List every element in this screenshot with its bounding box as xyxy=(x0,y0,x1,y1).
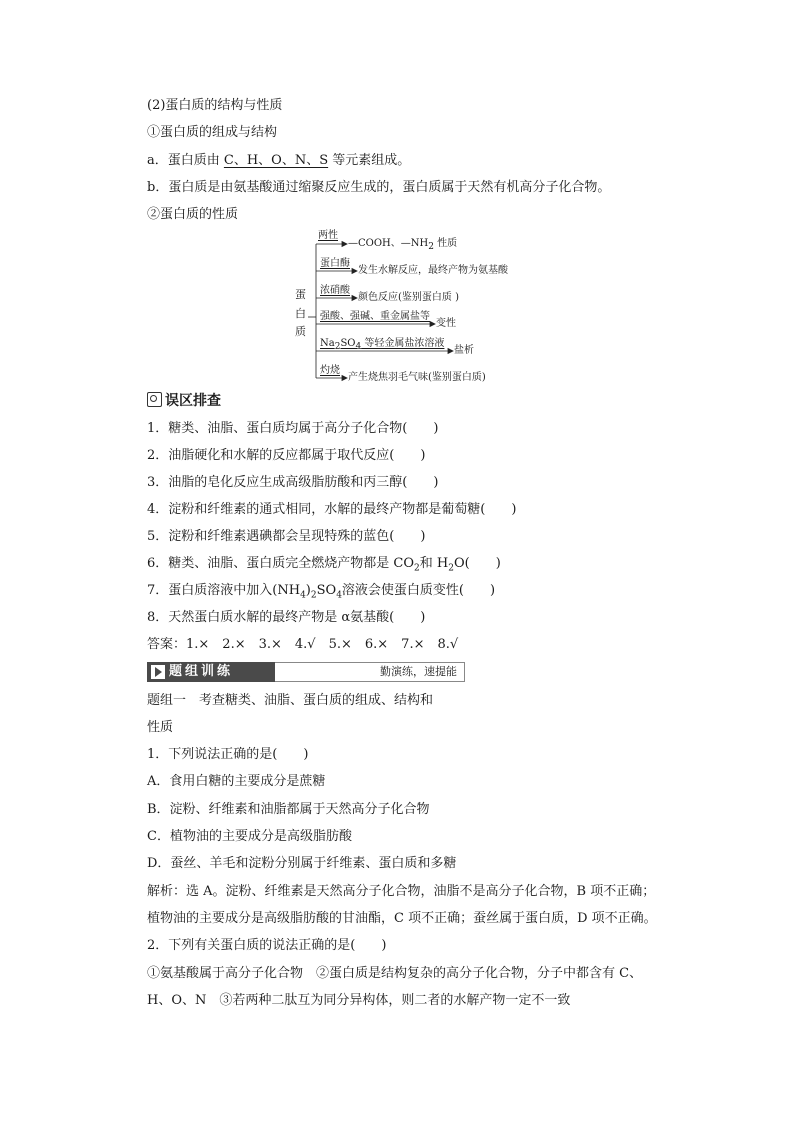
group-heading-line1: 题组一 考查糖类、油脂、蛋白质的组成、结构和 xyxy=(147,693,434,708)
misconception-section-heading: 误区排查 xyxy=(147,392,221,410)
branch-denature-result: 变性 xyxy=(436,318,456,329)
check-item-6: 6．糖类、油脂、蛋白质完全燃烧产物都是 $CO_2$和 $H_2O$( ) xyxy=(147,556,501,574)
section-title: (2)蛋白质的结构与性质 xyxy=(147,98,283,113)
problem-2-line-2: H、O、N ③若两种二肽互为同分异构体，则二者的水解产物一定不一致 xyxy=(147,993,571,1008)
point-a: a．蛋白质由 C、H、O、N、S 等元素组成。 xyxy=(147,153,411,168)
problem-1-stem: 1．下列说法正确的是( ) xyxy=(147,747,309,762)
banner-tagline: 勤演练，速提能 xyxy=(380,665,457,678)
banner-title-box: 题组训练 xyxy=(147,662,275,682)
diagram-center-2: 白 xyxy=(295,307,306,320)
check-item-7: 7．蛋白质溶液中加入$(NH_4)_2SO_4$溶液会使蛋白质变性( ) xyxy=(147,583,496,601)
problem-1-option-b: B．淀粉、纤维素和油脂都属于天然高分子化合物 xyxy=(147,802,430,817)
branch-burn-cond: 灼烧 xyxy=(320,365,340,376)
branch-amphoteric-result: —COOH、$—NH_2$ 性质 xyxy=(348,238,458,252)
diagram-center-3: 质 xyxy=(295,325,306,338)
problem-1-explanation-1: 解析：选 A。淀粉、纤维素是天然高分子化合物，油脂不是高分子化合物，B 项不正确； xyxy=(147,884,656,899)
magnifier-icon xyxy=(147,392,162,407)
branch-saltout-cond: $Na_2SO_4$ 等轻金属盐浓溶液 xyxy=(320,338,445,352)
play-icon xyxy=(151,665,165,679)
branch-amphoteric-cond: 两性 xyxy=(318,230,338,241)
branch-denature-cond: 强酸、强碱、重金属盐等 xyxy=(320,311,430,322)
branch-protease-result: 发生水解反应，最终产物为氨基酸 xyxy=(358,265,508,276)
practice-banner xyxy=(147,662,465,682)
subheading-properties: ②蛋白质的性质 xyxy=(147,207,239,222)
branch-burn-result: 产生烧焦羽毛气味(鉴别蛋白质) xyxy=(348,372,486,383)
branch-nitric-cond: 浓硝酸 xyxy=(320,285,350,296)
check-item-8: 8．天然蛋白质水解的最终产物是 α氨基酸( ) xyxy=(147,610,426,625)
group-heading-line2: 性质 xyxy=(147,720,174,735)
answer-key: 答案：1.× 2.× 3.× 4.√ 5.× 6.× 7.× 8.√ xyxy=(147,637,459,652)
check-item-3: 3．油脂的皂化反应生成高级脂肪酸和丙三醇( ) xyxy=(147,475,439,490)
diagram-lines xyxy=(290,228,520,388)
check-item-1: 1．糖类、油脂、蛋白质均属于高分子化合物( ) xyxy=(147,421,439,436)
problem-1-option-d: D．蚕丝、羊毛和淀粉分别属于纤维素、蛋白质和多糖 xyxy=(147,856,457,871)
diagram-center-1: 蛋 xyxy=(295,288,306,301)
elements-underlined: C、H、O、N、S xyxy=(223,153,329,168)
check-item-4: 4．淀粉和纤维素的通式相同，水解的最终产物都是葡萄糖( ) xyxy=(147,502,517,517)
branch-saltout-result: 盐析 xyxy=(454,345,474,356)
problem-2-stem: 2．下列有关蛋白质的说法正确的是( ) xyxy=(147,938,387,953)
problem-1-explanation-2: 植物油的主要成分是高级脂肪酸的甘油酯，C 项不正确；蚕丝属于蛋白质，D 项不正确。 xyxy=(147,911,657,926)
problem-2-line-1: ①氨基酸属于高分子化合物 ②蛋白质是结构复杂的高分子化合物，分子中都含有 C、 xyxy=(147,966,643,981)
branch-protease-cond: 蛋白酶 xyxy=(320,258,350,269)
check-item-2: 2．油脂硬化和水解的反应都属于取代反应( ) xyxy=(147,448,426,463)
problem-1-option-c: C．植物油的主要成分是高级脂肪酸 xyxy=(147,829,352,844)
protein-property-diagram xyxy=(290,228,520,388)
subheading-composition: ①蛋白质的组成与结构 xyxy=(147,125,278,140)
point-b: b．蛋白质是由氨基酸通过缩聚反应生成的，蛋白质属于天然有机高分子化合物。 xyxy=(147,180,611,195)
problem-1-option-a: A．食用白糖的主要成分是蔗糖 xyxy=(147,774,326,789)
check-item-5: 5．淀粉和纤维素遇碘都会呈现特殊的蓝色( ) xyxy=(147,529,426,544)
branch-nitric-result: 颜色反应(鉴别蛋白质 ) xyxy=(358,292,459,303)
